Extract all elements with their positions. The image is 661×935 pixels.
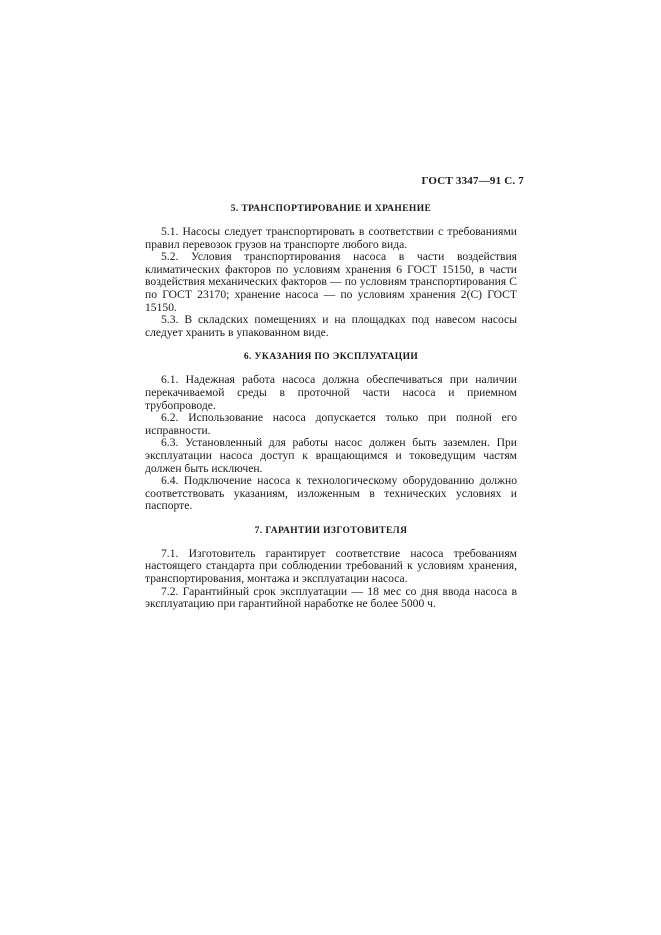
paragraph-5-2: 5.2. Условия транспортирования насоса в части воздействия климатических факторов по условиям хранения 6 ГОСТ 15150, в части воздействия механических факторов — по условиям транспортирования С по ГОСТ 23170; хранение насоса — по условиям хранения 2(С) ГОСТ 15150. xyxy=(145,250,517,314)
paragraph-7-1: 7.1. Изготовитель гарантирует соответствие насоса требованиям настоящего стандарта при соблюдении требований к условиям хранения, транспортирования, монтажа и эксплуатации насоса. xyxy=(145,546,517,586)
section-operation-instructions xyxy=(145,351,517,513)
section-title: 5. ТРАНСПОРТИРОВАНИЕ И ХРАНЕНИЕ xyxy=(230,204,432,214)
section-title: 6. УКАЗАНИЯ ПО ЭКСПЛУАТАЦИИ xyxy=(243,352,419,363)
paragraph-6-3: 6.3. Установленный для работы насос должен быть заземлен. При эксплуатации насоса доступ к вращающимся и токоведущим частям должен быть исключен. xyxy=(145,436,517,475)
page-header-standard-number: ГОСТ 3347—91 С. 7 xyxy=(421,175,524,187)
paragraph-5-1: 5.1. Насосы следует транспортировать в соответствии с требованиями правил перевозок грузов на транспорте любого вида. xyxy=(145,225,517,251)
paragraph-5-3: 5.3. В складских помещениях и на площадках под навесом насосы следует хранить в упакованном виде. xyxy=(145,313,517,339)
paragraph-7-2: 7.2. Гарантийный срок эксплуатации — 18 мес со дня ввода насоса в эксплуатацию при гарантийной наработке не более 5000 ч. xyxy=(145,584,517,611)
paragraph-6-2: 6.2. Использование насоса допускается только при полной его исправности. xyxy=(145,411,517,437)
section-manufacturer-warranty xyxy=(145,525,517,611)
paragraph-6-1: 6.1. Надежная работа насоса должна обеспечиваться при наличии перекачиваемой среды в проточной части насоса и приемном трубопроводе. xyxy=(145,373,517,412)
document-body xyxy=(145,203,517,623)
section-title: 7. ГАРАНТИИ ИЗГОТОВИТЕЛЯ xyxy=(254,525,408,536)
section-transportation-storage xyxy=(145,203,517,339)
paragraph-6-4: 6.4. Подключение насоса к технологическому оборудованию должно соответствовать указаниям, изложенным в технических условиях и паспорте. xyxy=(145,474,517,513)
